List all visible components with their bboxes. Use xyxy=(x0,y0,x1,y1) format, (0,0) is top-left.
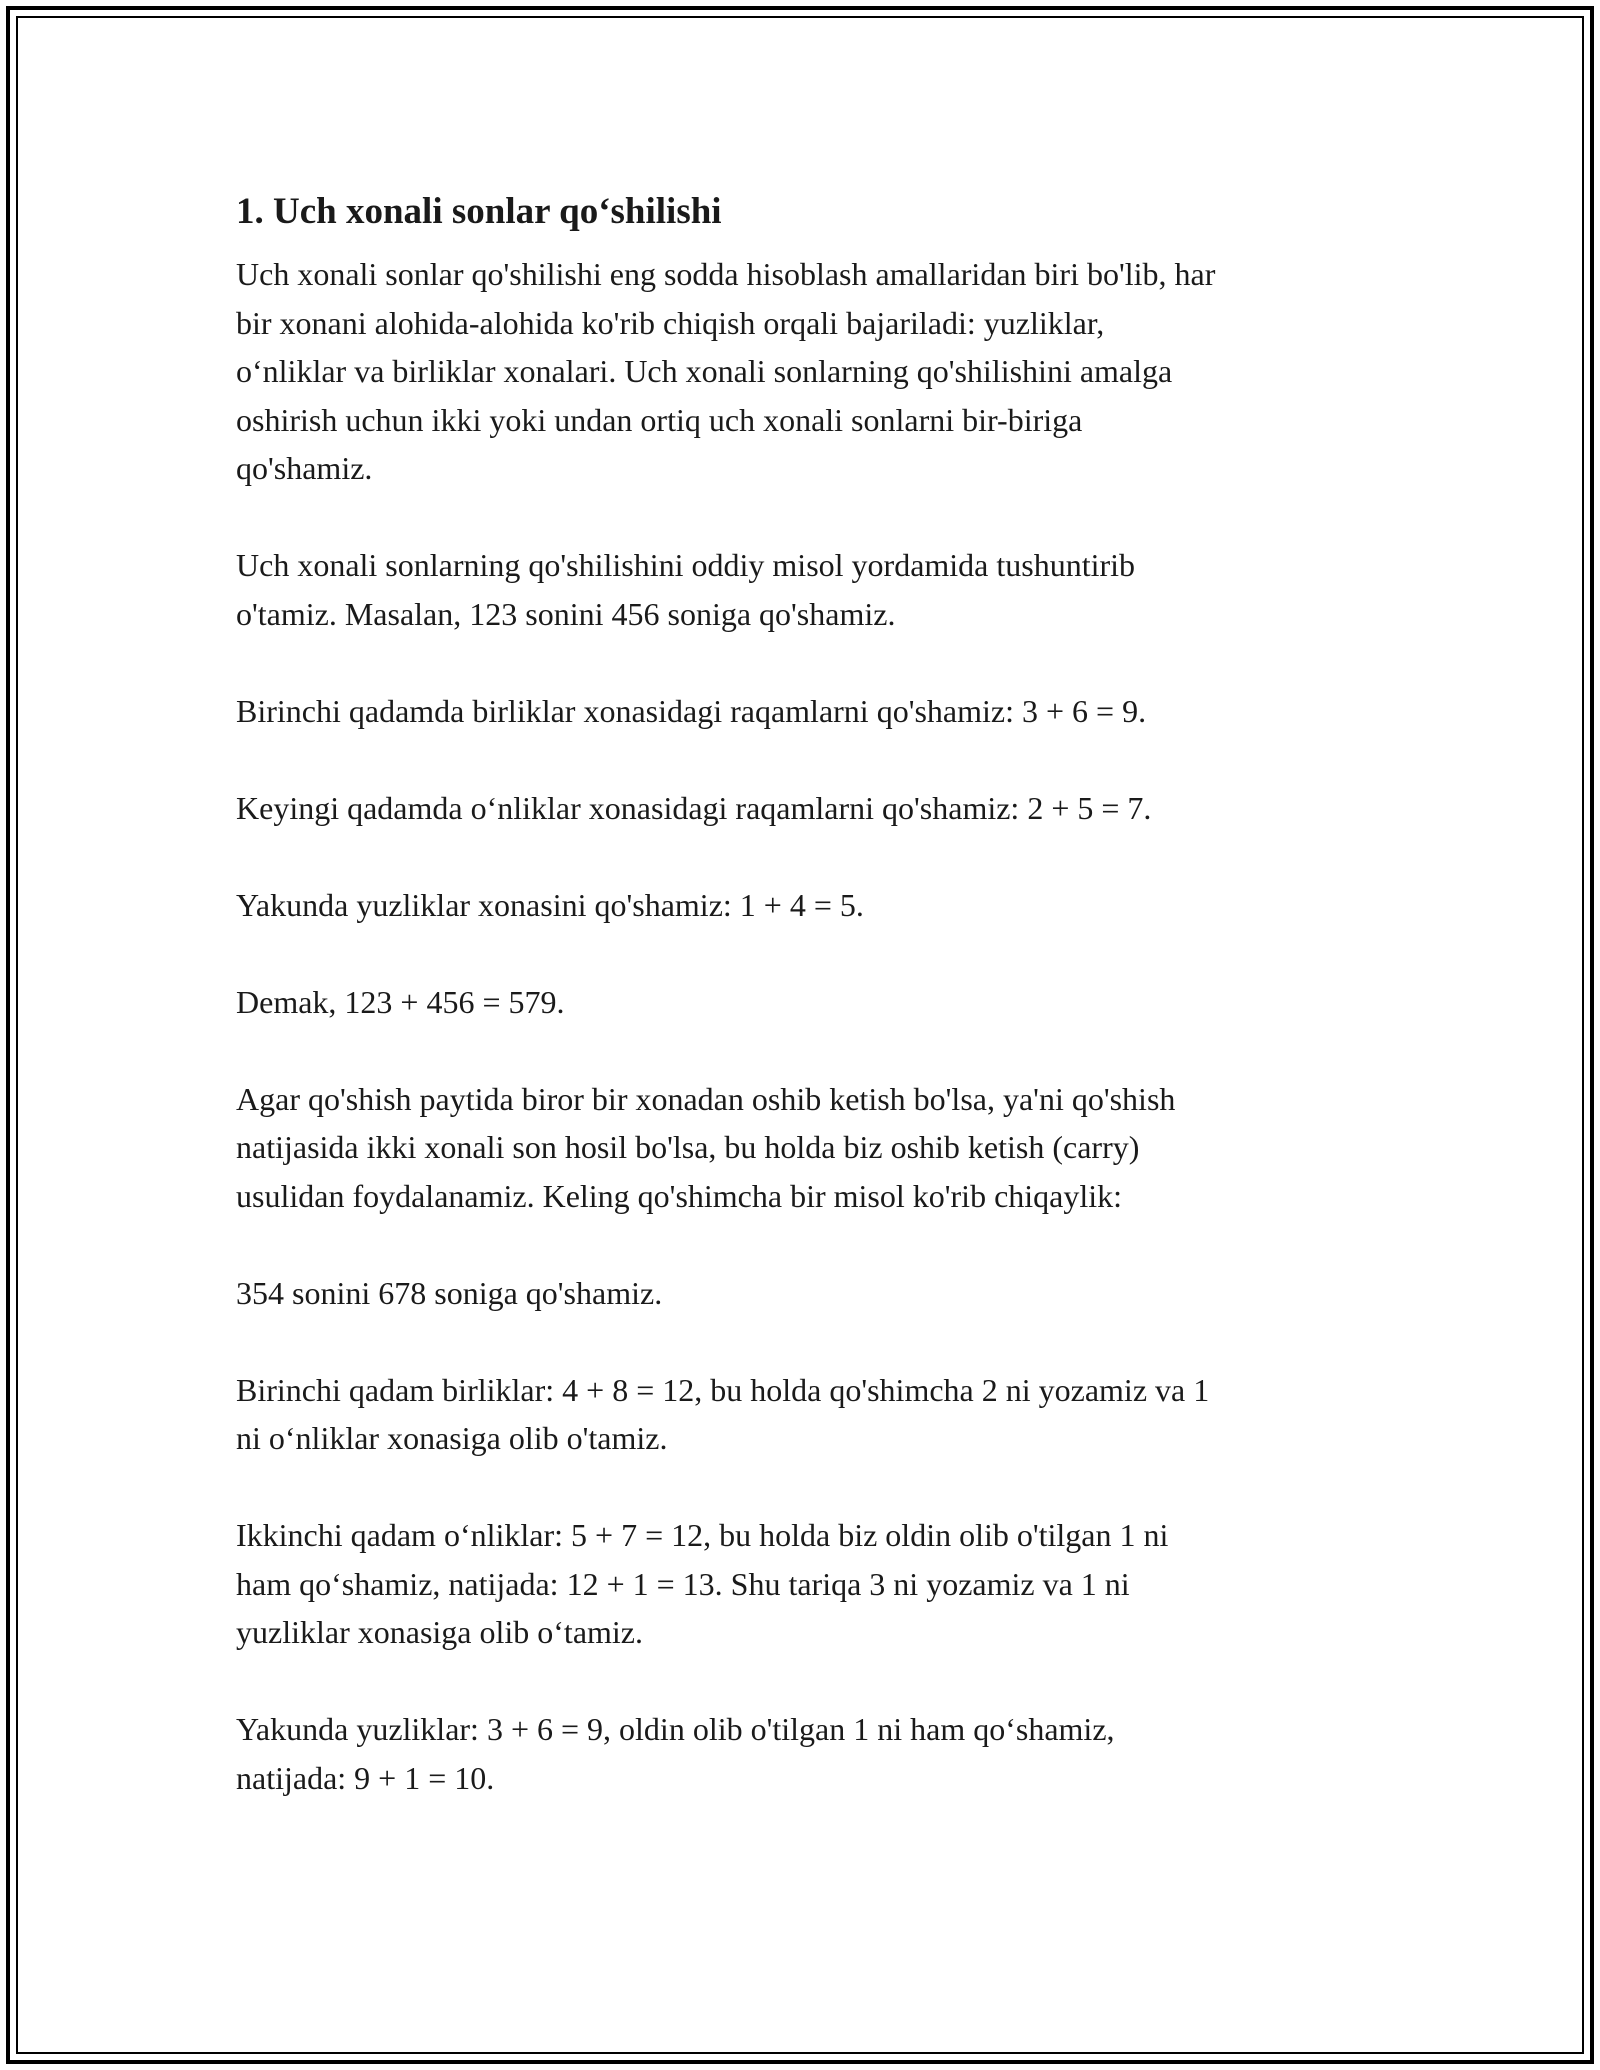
text-line: usulidan foydalanamiz. Keling qo'shimcha bir misol ko'rib chiqaylik: xyxy=(236,1177,1123,1214)
text-line: Ikkinchi qadam o‘nliklar: 5 + 7 = 12, bu holda biz oldin olib o'tilgan 1 ni xyxy=(236,1517,1169,1553)
paragraph-second-example xyxy=(236,1269,1366,1318)
text-line: o‘nliklar va birliklar xonalari. Uch xonali sonlarning qo'shilishini amalga xyxy=(236,353,1173,389)
paragraph-step-hundreds xyxy=(236,881,1366,930)
text-line: Yakunda yuzliklar xonasini qo'shamiz: 1 + 4 = 5. xyxy=(236,886,864,923)
paragraph-step-tens xyxy=(236,784,1366,833)
paragraph-intro xyxy=(236,250,1366,493)
paragraph-result xyxy=(236,978,1366,1027)
document-body xyxy=(236,186,1366,1851)
section-heading: 1. Uch xonali sonlar qo‘shilishi xyxy=(236,191,722,232)
text-line: Uch xonali sonlarning qo'shilishini oddiy misol yordamida tushuntirib xyxy=(236,547,1136,583)
text-line: o'tamiz. Masalan, 123 sonini 456 soniga qo'shamiz. xyxy=(236,595,896,632)
paragraph-step-ones xyxy=(236,687,1366,736)
text-line: oshirish uchun ikki yoki undan ortiq uch xonali sonlarni bir-biriga xyxy=(236,401,1083,438)
text-line: Birinchi qadamda birliklar xonasidagi raqamlarni qo'shamiz: 3 + 6 = 9. xyxy=(236,692,1147,729)
text-line: natijada: 9 + 1 = 10. xyxy=(236,1759,495,1796)
text-line: Keyingi qadamda o‘nliklar xonasidagi raqamlarni qo'shamiz: 2 + 5 = 7. xyxy=(236,789,1152,826)
paragraph-carry-intro xyxy=(236,1075,1366,1221)
paragraph-example-intro xyxy=(236,541,1366,638)
text-line: qo'shamiz. xyxy=(236,450,373,486)
paragraph-carry-step-tens xyxy=(236,1511,1366,1657)
text-line: Yakunda yuzliklar: 3 + 6 = 9, oldin olib o'tilgan 1 ni ham qo‘shamiz, xyxy=(236,1711,1115,1747)
text-line: natijasida ikki xonali son hosil bo'lsa, bu holda biz oshib ketish (carry) xyxy=(236,1129,1140,1165)
text-line: bir xonani alohida-alohida ko'rib chiqish orqali bajariladi: yuzliklar, xyxy=(236,304,1105,341)
text-line: yuzliklar xonasiga olib o‘tamiz. xyxy=(236,1614,643,1650)
text-line: Agar qo'shish paytida biror bir xonadan oshib ketish bo'lsa, ya'ni qo'shish xyxy=(236,1080,1176,1117)
text-line: 354 sonini 678 soniga qo'shamiz. xyxy=(236,1274,663,1311)
text-line: Uch xonali sonlar qo'shilishi eng sodda hisoblash amallaridan biri bo'lib, har xyxy=(236,256,1216,292)
paragraph-carry-step-hundreds xyxy=(236,1705,1366,1802)
paragraph-carry-step-ones xyxy=(236,1366,1366,1463)
text-line: Demak, 123 + 456 = 579. xyxy=(236,983,565,1020)
text-line: ni o‘nliklar xonasiga olib o'tamiz. xyxy=(236,1420,668,1456)
text-line: Birinchi qadam birliklar: 4 + 8 = 12, bu holda qo'shimcha 2 ni yozamiz va 1 xyxy=(236,1371,1210,1408)
text-line: ham qo‘shamiz, natijada: 12 + 1 = 13. Shu tariqa 3 ni yozamiz va 1 ni xyxy=(236,1565,1130,1602)
